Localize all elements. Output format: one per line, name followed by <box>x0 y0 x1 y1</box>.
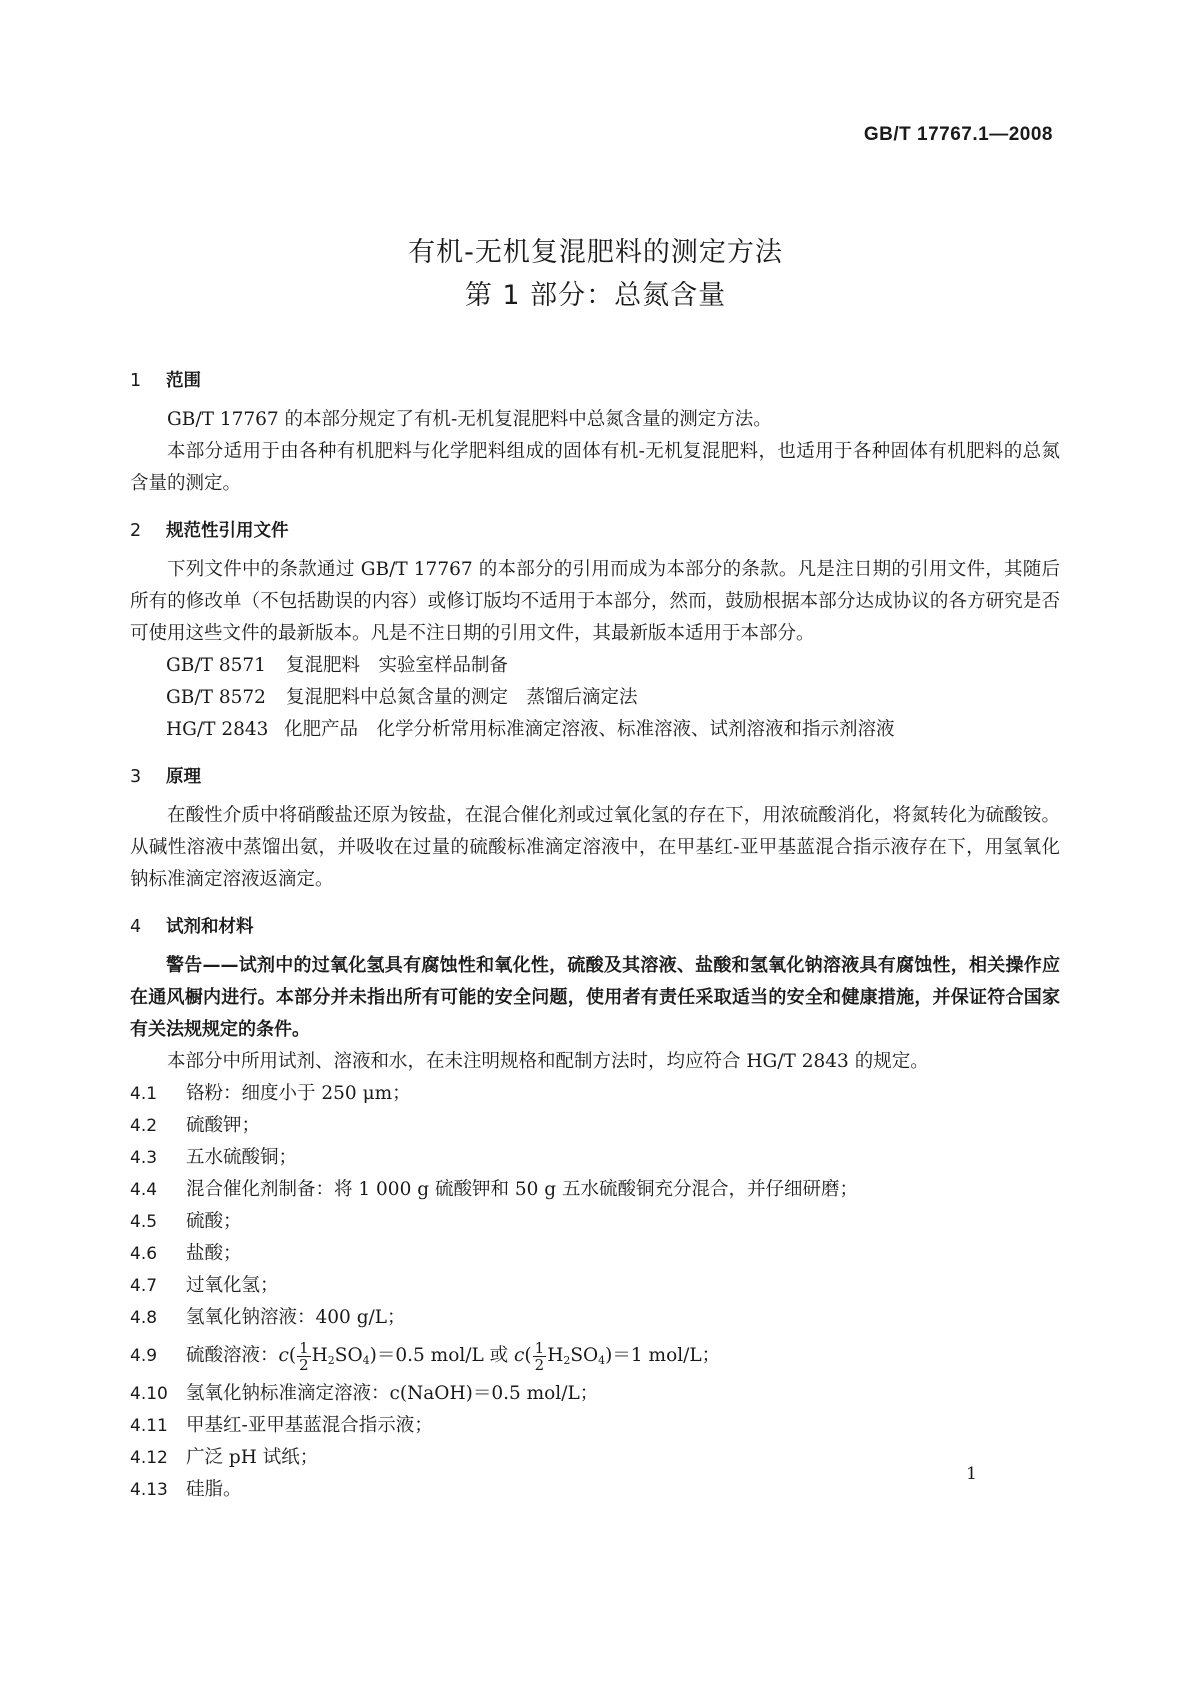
normative-reference: GB/T 8572 复混肥料中总氮含量的测定 蒸馏后滴定法 <box>166 687 638 708</box>
list-item: 4.2 硫酸钾； <box>130 1115 261 1136</box>
normative-reference: HG/T 2843 化肥产品 化学分析常用标准滴定溶液、标准溶液、试剂溶液和指示剂溶液 <box>166 719 895 740</box>
list-item: 4.13 硅脂。 <box>130 1479 242 1500</box>
list-item: 4.4 混合催化剂制备：将 1 000 g 硫酸钾和 50 g 五水硫酸铜充分混合，并仔细研磨； <box>130 1179 858 1200</box>
paragraph: 在酸性介质中将硝酸盐还原为铵盐，在混合催化剂或过氧化氢的存在下，用浓硫酸消化，将氮转化为硫酸铵。从碱性溶液中蒸馏出氨，并吸收在过量的硫酸标准滴定溶液中，在甲基红-亚甲基蓝混合指示液存在下，用氢氧化钠标准滴定溶液返滴定。 <box>130 805 1060 890</box>
paragraph: 下列文件中的条款通过 GB/T 17767 的本部分的引用而成为本部分的条款。凡是注日期的引用文件，其随后所有的修改单（不包括勘误的内容）或修订版均不适用于本部分，然而，鼓励根据本部分达成协议的各方研究是否可使用这些文件的最新版本。凡是不注日期的引用文件，其最新版本适用于本部分。 <box>130 559 1060 644</box>
list-item: 4.6 盐酸； <box>130 1243 242 1264</box>
section-heading-2: 2 规范性引用文件 <box>130 521 289 541</box>
document-title: 有机-无机复混肥料的测定方法 <box>408 237 783 268</box>
page-number: 1 <box>966 1464 977 1484</box>
list-item: 4.7 过氧化氢； <box>130 1275 279 1296</box>
paragraph: GB/T 17767 的本部分规定了有机-无机复混肥料中总氮含量的测定方法。 <box>167 409 772 430</box>
list-item: 4.10 氢氧化钠标准滴定溶液：c(NaOH)＝0.5 mol/L； <box>130 1383 599 1404</box>
section-heading-1: 1 范围 <box>130 371 201 391</box>
section-heading-3: 3 原理 <box>130 767 201 787</box>
standard-code: GB/T 17767.1—2008 <box>863 124 1053 145</box>
document-body <box>130 366 1060 1506</box>
list-item-formula: 4.9 硫酸溶液：c( $\frac{1}{2}$ $H_2SO_4)=0.5$ mol/L 或 c( $\frac{1}{2}$ $H_2SO_4)=1$ mol/L； <box>130 1338 721 1374</box>
paragraph: 本部分中所用试剂、溶液和水，在未注明规格和配制方法时，均应符合 HG/T 2843 的规定。 <box>167 1051 929 1072</box>
list-item: 4.1 铬粉：细度小于 250 μm； <box>130 1083 411 1104</box>
list-item: 4.12 广泛 pH 试纸； <box>130 1447 319 1468</box>
warning-paragraph: 警告——试剂中的过氧化氢具有腐蚀性和氧化性，硫酸及其溶液、盐酸和氢氧化钠溶液具有腐蚀性，相关操作应在通风橱内进行。本部分并未指出所有可能的安全问题，使用者有责任采取适当的安全和健康措施，并保证符合国家有关法规规定的条件。 <box>130 955 1060 1040</box>
fraction: $\frac{1}{2}$ <box>534 1338 545 1374</box>
fraction: $\frac{1}{2}$ <box>299 1338 309 1374</box>
list-item: 4.11 甲基红-亚甲基蓝混合指示液； <box>130 1415 433 1436</box>
list-item: 4.8 氢氧化钠溶液：400 g/L； <box>130 1307 406 1328</box>
document-subtitle: 第 1 部分：总氮含量 <box>464 280 727 311</box>
normative-reference: GB/T 8571 复混肥料 实验室样品制备 <box>166 655 509 676</box>
section-heading-4: 4 试剂和材料 <box>130 917 254 937</box>
paragraph: 本部分适用于由各种有机肥料与化学肥料组成的固体有机-无机复混肥料，也适用于各种固体有机肥料的总氮含量的测定。 <box>130 441 1060 494</box>
list-item: 4.5 硫酸； <box>130 1211 242 1232</box>
list-item: 4.3 五水硫酸铜； <box>130 1147 298 1168</box>
